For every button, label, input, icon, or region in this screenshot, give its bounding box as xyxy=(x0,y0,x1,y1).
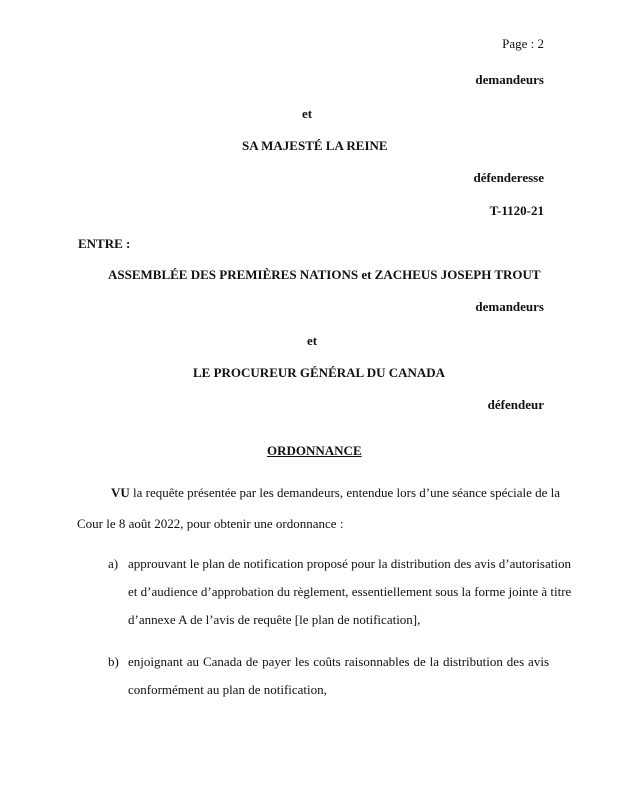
item-b-marker: b) xyxy=(108,654,119,669)
between-label: ENTRE : xyxy=(78,236,131,251)
order-title: ORDONNANCE xyxy=(267,443,362,458)
item-a-line-2: et d’audience d’approbation du règlement, essentiellement sous la forme jointe à titre xyxy=(128,584,572,599)
file-number: T-1120-21 xyxy=(489,203,544,218)
item-a-line-1: approuvant le plan de notification proposé pour la distribution des avis d’autorisation xyxy=(128,556,571,571)
intro-lead: VU xyxy=(111,485,130,500)
second-case-connector: et xyxy=(307,333,318,348)
first-case-plaintiffs-role: demandeurs xyxy=(475,72,544,87)
intro-line-1-text: la requête présentée par les demandeurs, entendue lors d’une séance spéciale de la xyxy=(133,485,561,500)
second-case-defendant-role: défendeur xyxy=(487,397,544,412)
item-a-line-3: d’annexe A de l’avis de requête [le plan de notification], xyxy=(128,612,421,627)
second-case-defendant-name: LE PROCUREUR GÉNÉRAL DU CANADA xyxy=(193,365,446,380)
second-case-plaintiffs-role: demandeurs xyxy=(475,299,544,314)
second-case-plaintiffs-names: ASSEMBLÉE DES PREMIÈRES NATIONS et ZACHEUS JOSEPH TROUT xyxy=(108,267,541,282)
first-case-connector: et xyxy=(302,106,313,121)
intro-line-1 xyxy=(111,485,561,501)
first-case-defendant-name: SA MAJESTÉ LA REINE xyxy=(242,138,388,153)
item-b-line-1: enjoignant au Canada de payer les coûts raisonnables de la distribution des avis xyxy=(128,654,549,669)
page-number: Page : 2 xyxy=(502,36,544,51)
item-a-marker: a) xyxy=(108,556,119,571)
first-case-defendant-role: défenderesse xyxy=(473,170,544,185)
item-b-line-2: conformément au plan de notification, xyxy=(128,682,327,697)
intro-line-2: Cour le 8 août 2022, pour obtenir une ordonnance : xyxy=(77,516,344,531)
